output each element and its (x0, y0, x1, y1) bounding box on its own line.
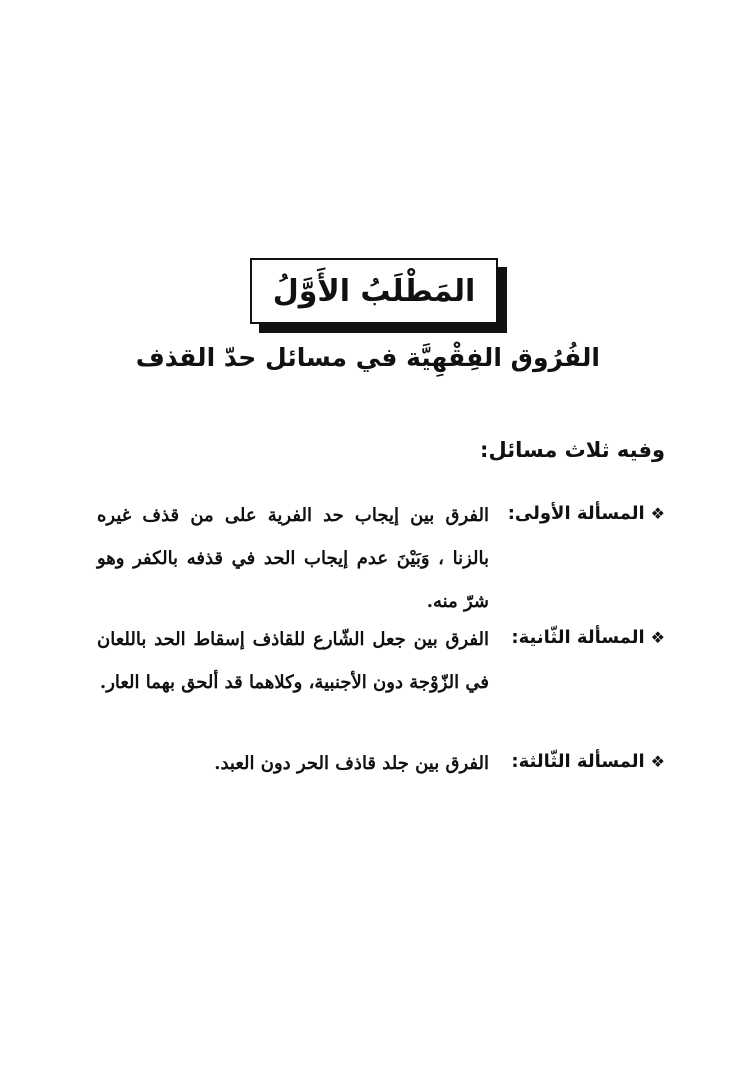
section-title-frame (250, 258, 498, 324)
diamond-bullet-icon: ❖ (650, 628, 665, 647)
issue-label: المسألة الثّالثة: (511, 751, 645, 772)
issue-text: الفرق بين جلد قاذف الحر دون العبد. (214, 753, 489, 774)
section-title: المَطْلَبُ الأَوَّلُ (250, 258, 498, 324)
diamond-bullet-icon: ❖ (650, 504, 665, 523)
intro-text: وفيه ثلاث مسائل: (480, 438, 665, 462)
issue-label: المسألة الثّانية: (511, 627, 645, 648)
issue-text: الفرق بين جعل الشّارع للقاذف إسقاط الحد باللعان في الزّوْجة دون الأجنبية، وكلاهما قد ألحق بهما العار. (97, 629, 489, 693)
issue-heading (505, 494, 665, 534)
diamond-bullet-icon: ❖ (650, 752, 665, 771)
section-subtitle: الفُرُوق الفِقْهِيَّة في مسائل حدّ القذف (135, 343, 600, 372)
issue-heading (505, 742, 665, 782)
issue-label: المسألة الأولى: (507, 503, 645, 524)
issue-text: الفرق بين إيجاب حد الفرية على من قذف غيره بالزنا ، وَبَيْنَ عدم إيجاب الحد في قذفه بالكفر وهو شرّ منه. (97, 505, 489, 612)
issue-heading (505, 618, 665, 658)
